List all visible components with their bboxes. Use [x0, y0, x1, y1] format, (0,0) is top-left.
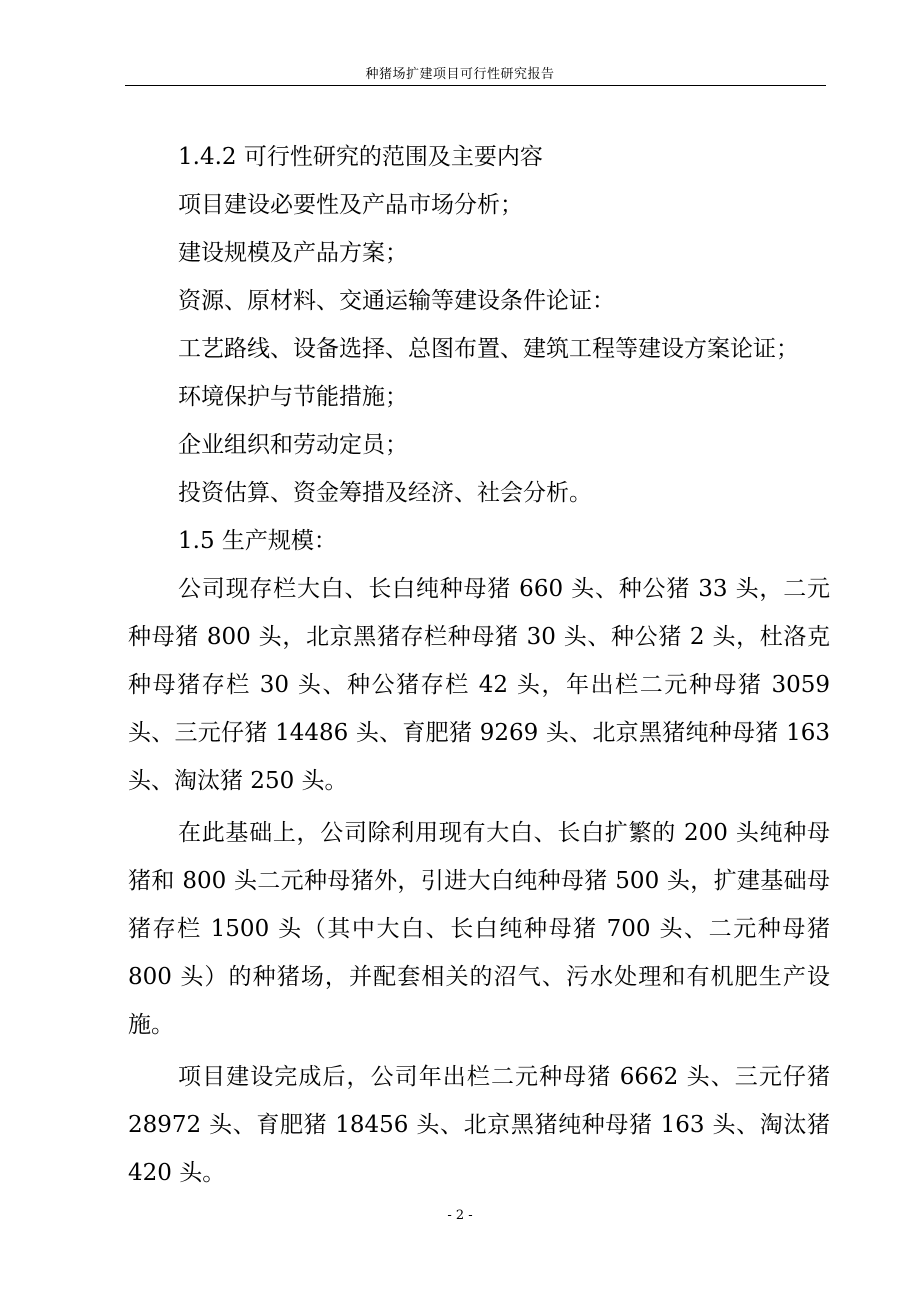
header-rule — [125, 85, 826, 86]
scope-item: 环境保护与节能措施； — [178, 384, 408, 410]
section-heading-1-5: 1.5 生产规模： — [178, 528, 337, 554]
scope-item: 投资估算、资金筹措及经济、社会分析。 — [178, 480, 592, 506]
scope-item: 资源、原材料、交通运输等建设条件论证： — [178, 288, 615, 314]
page-number: - 2 - — [447, 1208, 473, 1223]
scope-item: 企业组织和劳动定员； — [178, 432, 408, 458]
body-paragraph: 在此基础上，公司除利用现有大白、长白扩繁的 200 头纯种母猪和 800 头二元种母猪外，引进大白纯种母猪 500 头，扩建基础母猪存栏 1500 头（其中大白、长白纯种母猪 700 头、二元种母猪 800 头）的种猪场，并配套相关的沼气、污水处理和有机肥生产设施。 — [128, 820, 830, 1038]
body-paragraph: 公司现存栏大白、长白纯种母猪 660 头、种公猪 33 头，二元种母猪 800 头，北京黑猪存栏种母猪 30 头、种公猪 2 头，杜洛克种母猪存栏 30 头、种公猪存栏 42 头，年出栏二元种母猪 3059 头、三元仔猪 14486 头、育肥猪 9269 头、北京黑猪纯种母猪 163 头、淘汰猪 250 头。 — [128, 576, 830, 794]
section-heading-1-4-2: 1.4.2 可行性研究的范围及主要内容 — [178, 144, 543, 170]
scope-item: 建设规模及产品方案； — [178, 240, 408, 266]
scope-item: 项目建设必要性及产品市场分析； — [178, 192, 523, 218]
scope-item: 工艺路线、设备选择、总图布置、建筑工程等建设方案论证； — [178, 336, 799, 362]
header-title: 种猪场扩建项目可行性研究报告 — [365, 67, 555, 82]
document-body — [128, 133, 830, 1197]
body-paragraph: 项目建设完成后，公司年出栏二元种母猪 6662 头、三元仔猪 28972 头、育肥猪 18456 头、北京黑猪纯种母猪 163 头、淘汰猪 420 头。 — [128, 1064, 830, 1186]
